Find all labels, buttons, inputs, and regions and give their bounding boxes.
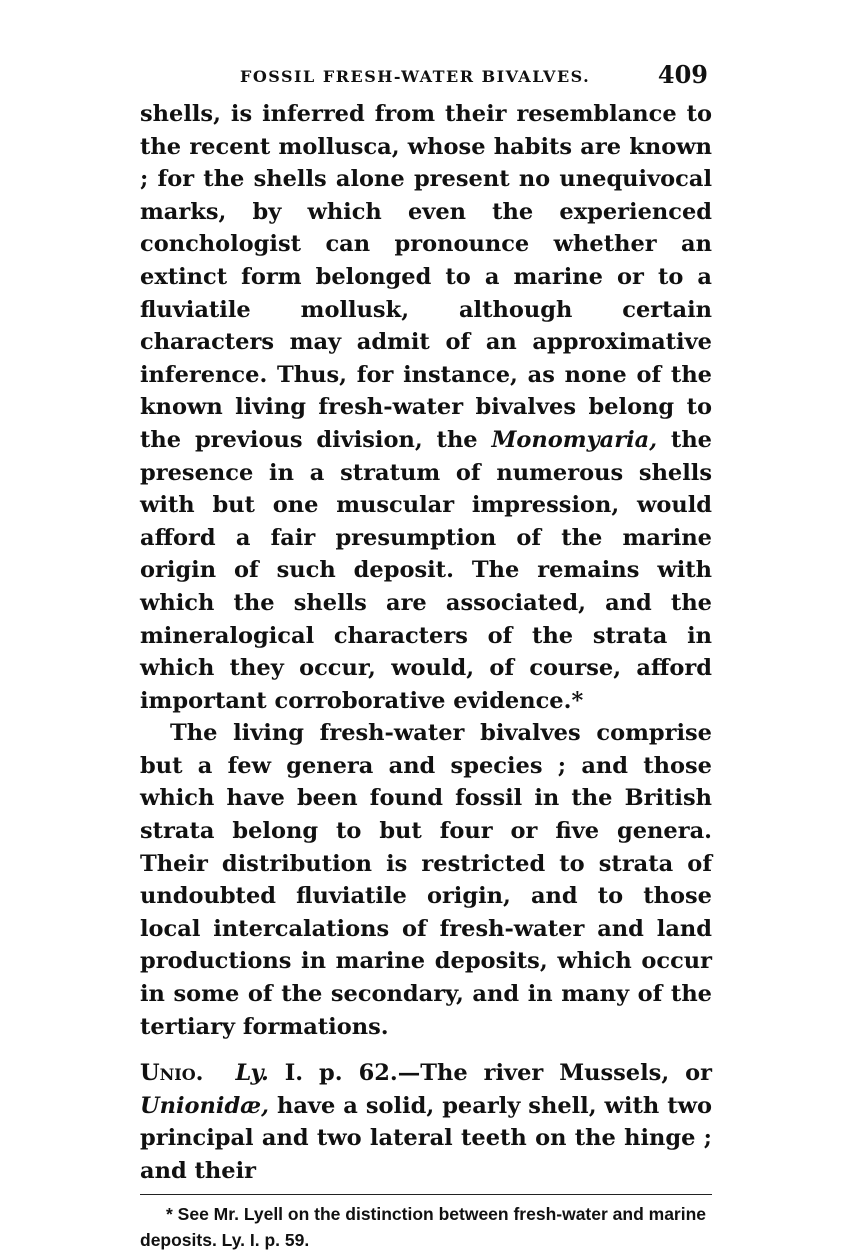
running-head: FOSSIL FRESH-WATER BIVALVES. [240, 67, 591, 86]
page-number: 409 [657, 60, 708, 89]
footnote-divider [140, 1194, 712, 1195]
section-text: have a solid, pearly shell, with two principal and two lateral teeth on the hinge ; and their [140, 1092, 712, 1184]
body-text [140, 98, 712, 1188]
paragraph-2: The living fresh-water bivalves comprise but a few genera and species ; and those which have been found fossil in the British strata belong to but four or five genera. Their distribution is restricted to strata of undoubted fluviatile origin, and to those local intercalations of fresh-water and land productions in marine deposits, which occur in some of the secondary, and in many of the tertiary formations. [140, 720, 712, 1040]
section-genus-heading: Unio. [140, 1060, 204, 1087]
italic-term-unionidae: Unionidæ, [140, 1092, 269, 1119]
paragraph-1 [140, 98, 712, 717]
paragraph-1-part-1: shells, is inferred from their resemblance to the recent mollusca, whose habits are known ; for the shells alone present no unequivocal marks, by which even the experienced conchologist can pronounce whether an extinct form belonged to a marine or to a fluviatile mollusk, although certain characters may admit of an approximative inference. Thus, for instance, as none of the known living fresh-water bivalves belong to the previous division, the [140, 101, 712, 453]
section-reference-italic: Ly. [235, 1060, 269, 1087]
page-header [140, 58, 712, 98]
section-reference: I. p. 62.—The river Mussels, or [268, 1060, 712, 1087]
section-unio [140, 1057, 712, 1187]
paragraph-1-part-2: the presence in a stratum of numerous shells with but one muscular impression, would afford a fair presumption of the marine origin of such deposit. The remains with which the shells are associated, and the mineralogical characters of the strata in which they occur, would, of course, afford important corroborative evidence.* [140, 426, 713, 714]
italic-term-monomyaria: Monomyaria, [491, 426, 658, 453]
footnote: * See Mr. Lyell on the distinction between fresh-water and marine deposits. Ly. I. p. 59. [140, 1203, 707, 1250]
page [140, 58, 712, 1253]
